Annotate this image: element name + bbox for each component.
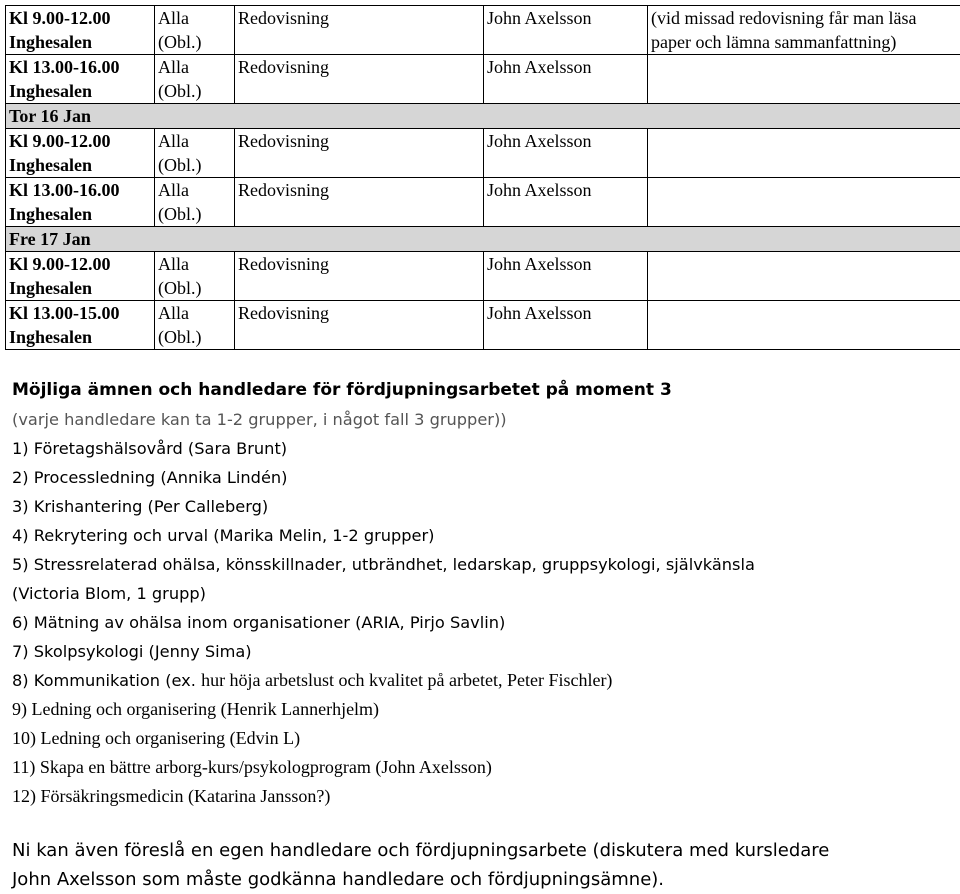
- group: Alla: [158, 55, 234, 79]
- group: Alla: [158, 6, 234, 30]
- time-room-cell: [6, 252, 155, 301]
- time-room-cell: [6, 129, 155, 178]
- topic-item: 3) Krishantering (Per Calleberg): [12, 492, 952, 521]
- mandatory-tag: (Obl.): [158, 79, 234, 103]
- note-cell: [648, 178, 960, 227]
- time-slot: Kl 13.00-15.00: [9, 301, 154, 325]
- time-slot: Kl 9.00-12.00: [9, 6, 154, 30]
- topic-item: 7) Skolpsykologi (Jenny Sima): [12, 637, 952, 666]
- topics-title: Möjliga ämnen och handledare för fördjupningsarbetet på moment 3: [12, 376, 952, 405]
- mandatory-tag: (Obl.): [158, 202, 234, 226]
- schedule-row: [6, 178, 960, 227]
- group: Alla: [158, 178, 234, 202]
- topic-item: 1) Företagshälsovård (Sara Brunt): [12, 434, 952, 463]
- room: Inghesalen: [9, 325, 154, 349]
- day-header-row: [6, 227, 960, 252]
- topic-item-continued: (Victoria Blom, 1 grupp): [12, 579, 952, 608]
- group: Alla: [158, 129, 234, 153]
- room: Inghesalen: [9, 153, 154, 177]
- teacher-cell: John Axelsson: [484, 252, 648, 301]
- footer-line: Ni kan även föreslå en egen handledare och fördjupningsarbete (diskutera med kursledare: [12, 836, 952, 865]
- day-label: Tor 16 Jan: [6, 104, 960, 129]
- teacher-cell: John Axelsson: [484, 55, 648, 104]
- group-cell: [155, 6, 235, 55]
- topic-item: 6) Mätning av ohälsa inom organisationer (ARIA, Pirjo Savlin): [12, 608, 952, 637]
- room: Inghesalen: [9, 79, 154, 103]
- topic-item-start: 8) Kommunikation (ex.: [12, 671, 196, 690]
- time-room-cell: [6, 55, 155, 104]
- activity-cell: Redovisning: [235, 129, 484, 178]
- teacher-cell: John Axelsson: [484, 178, 648, 227]
- topic-item: [12, 666, 952, 695]
- time-room-cell: [6, 178, 155, 227]
- activity-cell: Redovisning: [235, 252, 484, 301]
- teacher-cell: John Axelsson: [484, 301, 648, 350]
- topic-item: 12) Försäkringsmedicin (Katarina Jansson?): [12, 782, 952, 811]
- note-cell: [648, 301, 960, 350]
- mandatory-tag: (Obl.): [158, 153, 234, 177]
- time-slot: Kl 13.00-16.00: [9, 178, 154, 202]
- room: Inghesalen: [9, 276, 154, 300]
- group: Alla: [158, 301, 234, 325]
- note-line: paper och lämna sammanfattning): [651, 30, 960, 54]
- topic-item: 5) Stressrelaterad ohälsa, könsskillnader, utbrändhet, ledarskap, gruppsykologi, självkänsla: [12, 550, 952, 579]
- time-room-cell: [6, 301, 155, 350]
- schedule-row: [6, 252, 960, 301]
- topic-item: 2) Processledning (Annika Lindén): [12, 463, 952, 492]
- teacher-cell: John Axelsson: [484, 6, 648, 55]
- note-cell: [648, 129, 960, 178]
- room: Inghesalen: [9, 202, 154, 226]
- activity-cell: Redovisning: [235, 55, 484, 104]
- schedule-row: [6, 129, 960, 178]
- time-slot: Kl 9.00-12.00: [9, 252, 154, 276]
- teacher-cell: John Axelsson: [484, 129, 648, 178]
- day-label: Fre 17 Jan: [6, 227, 960, 252]
- mandatory-tag: (Obl.): [158, 325, 234, 349]
- mandatory-tag: (Obl.): [158, 276, 234, 300]
- activity-cell: Redovisning: [235, 6, 484, 55]
- topic-item: 4) Rekrytering och urval (Marika Melin, 1-2 grupper): [12, 521, 952, 550]
- note-cell: [648, 252, 960, 301]
- activity-cell: Redovisning: [235, 301, 484, 350]
- schedule-row: [6, 301, 960, 350]
- time-slot: Kl 13.00-16.00: [9, 55, 154, 79]
- schedule-row: [6, 6, 960, 55]
- topics-section: [12, 376, 952, 811]
- schedule-row: [6, 55, 960, 104]
- topics-subtitle: (varje handledare kan ta 1-2 grupper, i något fall 3 grupper)): [12, 405, 952, 434]
- group: Alla: [158, 252, 234, 276]
- topic-item-rest: hur höja arbetslust och kvalitet på arbetet, Peter Fischler): [201, 670, 612, 690]
- note-cell: [648, 6, 960, 55]
- activity-cell: Redovisning: [235, 178, 484, 227]
- footer-note: [12, 836, 952, 894]
- group-cell: [155, 252, 235, 301]
- note-line: (vid missad redovisning får man läsa: [651, 6, 960, 30]
- group-cell: [155, 178, 235, 227]
- day-header-row: [6, 104, 960, 129]
- note-cell: [648, 55, 960, 104]
- footer-line: John Axelsson som måste godkänna handledare och fördjupningsämne).: [12, 865, 952, 894]
- time-room-cell: [6, 6, 155, 55]
- topic-item: 10) Ledning och organisering (Edvin L): [12, 724, 952, 753]
- group-cell: [155, 301, 235, 350]
- topic-item: 9) Ledning och organisering (Henrik Lannerhjelm): [12, 695, 952, 724]
- schedule-table: [5, 5, 960, 350]
- topic-item: 11) Skapa en bättre arborg-kurs/psykologprogram (John Axelsson): [12, 753, 952, 782]
- time-slot: Kl 9.00-12.00: [9, 129, 154, 153]
- group-cell: [155, 55, 235, 104]
- room: Inghesalen: [9, 30, 154, 54]
- mandatory-tag: (Obl.): [158, 30, 234, 54]
- group-cell: [155, 129, 235, 178]
